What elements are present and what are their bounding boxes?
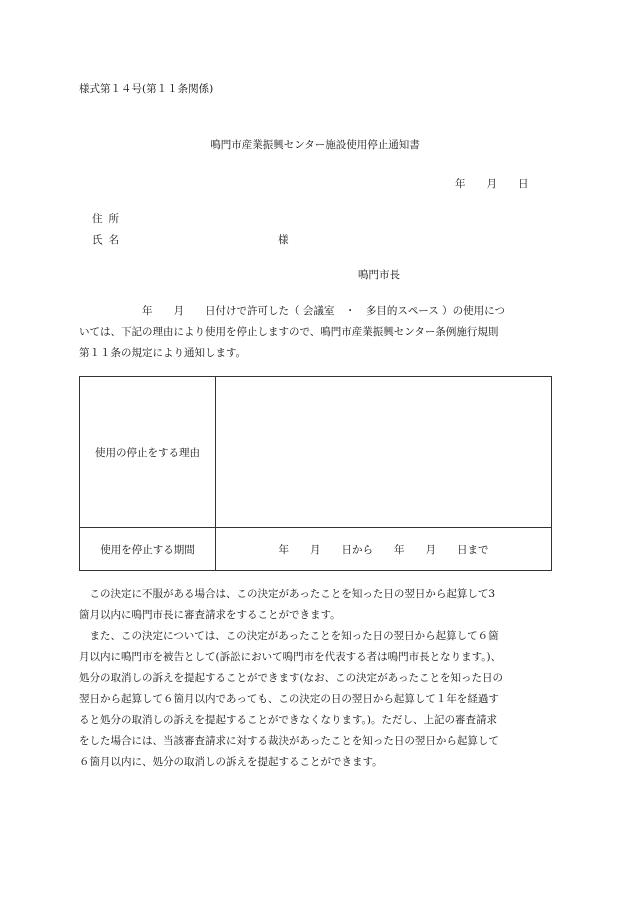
issue-date-line: 年 月 日 [455, 178, 529, 190]
honorific: 様 [278, 234, 289, 246]
notice-line: をした場合には、当該審査請求に対する裁決があったことを知った日の翌日から起算して [79, 735, 499, 747]
name-label: 氏名 [92, 234, 125, 246]
reason-value [216, 377, 552, 528]
notice-line: この決定に不服がある場合は、この決定があったことを知った日の翌日から起算して3 [79, 588, 496, 600]
address-label: 住所 [92, 213, 125, 225]
period-value: 年 月 日から 年 月 日まで [216, 528, 552, 571]
notice-line: 処分の取消しの訴えを提起することができます(なお、この決定があったことを知った日の [79, 672, 503, 684]
intro-line: いては、下記の理由により使用を停止しますので、鳴門市産業振興センター条例施行規則 [79, 326, 499, 338]
document-title: 鳴門市産業振興センター施設使用停止通知書 [210, 139, 420, 151]
sender-mayor: 鳴門市長 [358, 269, 400, 281]
intro-line: 第１１条の規定により通知します。 [79, 347, 247, 359]
appeal-notice [79, 584, 553, 773]
reason-label: 使用の停止をする理由 [80, 377, 216, 528]
stop-details-table [79, 376, 552, 571]
notice-line: ると処分の取消しの訴えを提起することができなくなります。)。ただし、上記の審査請求 [79, 714, 498, 726]
notice-line: 箇月以内に鳴門市長に審査請求をすることができます。 [79, 609, 341, 621]
notice-line: また、この決定については、この決定があったことを知った日の翌日から起算して６箇 [79, 630, 499, 642]
reason-row [80, 377, 552, 528]
notice-line: ６箇月以内に、処分の取消しの訴えを提起することができます。 [79, 756, 383, 768]
period-label: 使用を停止する期間 [80, 528, 216, 571]
notice-line: 月以内に鳴門市を被告として(訴訟において鳴門市を代表する者は鳴門市長となります。)、 [79, 651, 502, 663]
period-row [80, 528, 552, 571]
intro-paragraph [79, 301, 557, 364]
notice-line: 翌日から起算して６箇月以内であっても、この決定の日の翌日から起算して１年を経過す [79, 693, 499, 705]
intro-line: 年 月 日付けで許可した（ 会議室 ・ 多目的スペース ）の使用につ [79, 305, 505, 317]
form-number: 様式第１４号(第１１条関係) [79, 83, 214, 95]
